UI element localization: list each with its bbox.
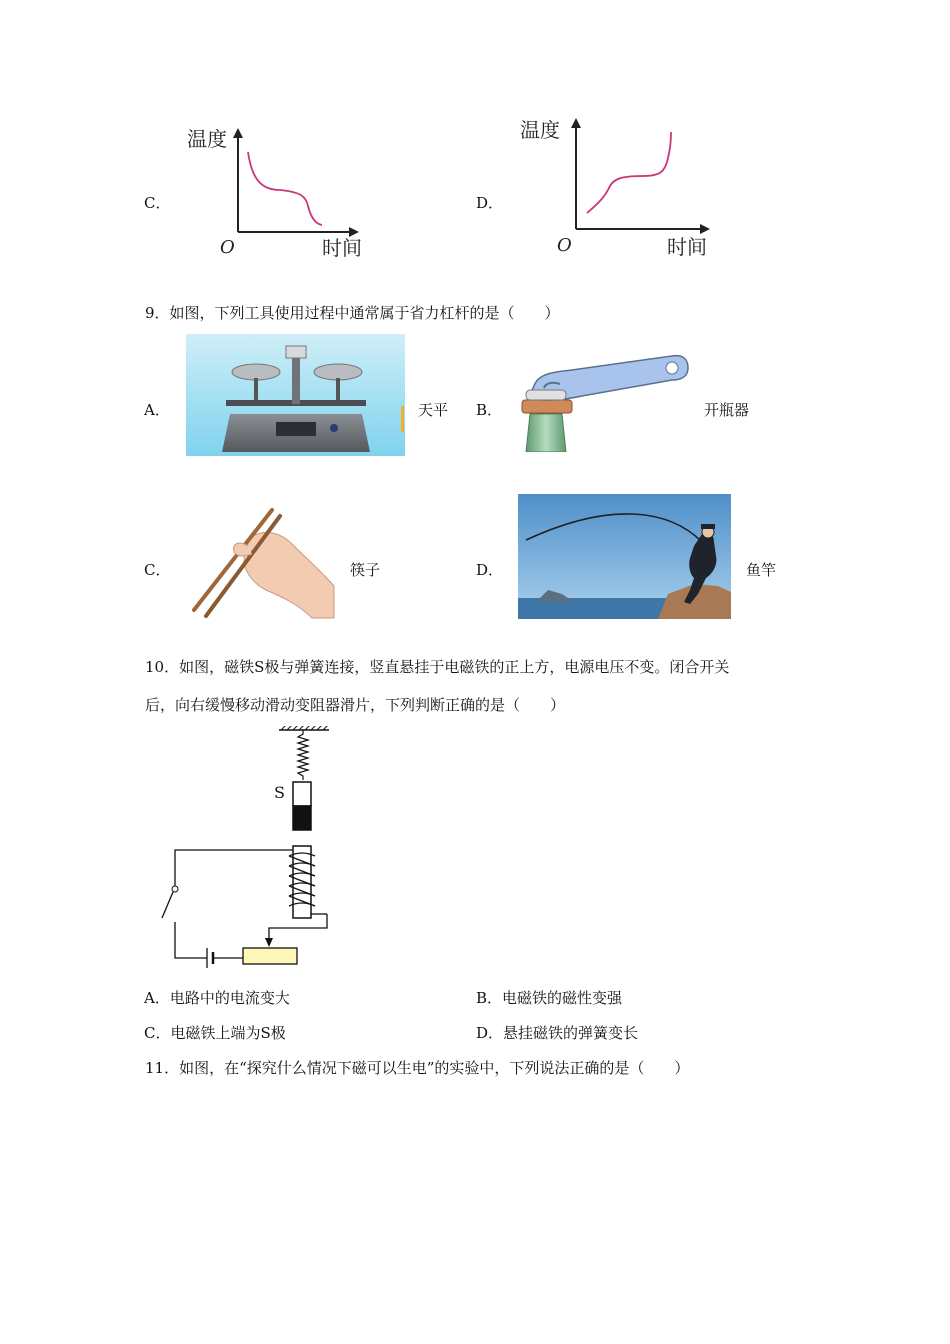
balance-label-plate xyxy=(276,422,316,436)
electromagnet-circuit-diagram xyxy=(155,726,340,971)
q9-option-d-label: D． xyxy=(476,561,504,579)
q8-option-d-label: D． xyxy=(476,194,504,212)
q10-option-a-text: 电路中的电流变大 xyxy=(169,989,290,1007)
magnet-pole-label: S xyxy=(274,783,285,802)
q8-option-d-graph xyxy=(515,110,715,265)
bottle-opener-image xyxy=(512,350,692,452)
q10-option-c-text: 电磁铁上端为S极 xyxy=(170,1024,286,1042)
q9-stem: 9．如图，下列工具使用过程中通常属于省力杠杆的是（ ） xyxy=(145,304,560,322)
q9-option-b-label: B． xyxy=(476,401,503,419)
wire-left xyxy=(175,922,207,958)
graph-x-label: 时间 xyxy=(322,236,362,260)
q10-option-b-text: 电磁铁的磁性变强 xyxy=(502,989,623,1007)
electromagnet-core xyxy=(293,846,311,918)
q10-option-c-label: C． xyxy=(144,1024,171,1042)
q10-option-a-label: A． xyxy=(144,989,170,1007)
right-pan xyxy=(314,364,362,380)
q8-option-c-graph xyxy=(180,120,370,265)
opener-grip xyxy=(526,390,566,400)
q10-stem-line1: 10．如图，磁铁S极与弹簧连接，竖直悬挂于电磁铁的正上方，电源电压不变。闭合开关 xyxy=(145,658,730,676)
graph-y-label: 温度 xyxy=(187,127,227,151)
q9-option-c-label: C． xyxy=(144,561,171,579)
magnet-lower xyxy=(293,806,311,830)
x-axis-arrow xyxy=(700,224,710,234)
q10-option-a xyxy=(144,988,290,1008)
temperature-curve xyxy=(587,132,671,213)
right-pan-stand xyxy=(336,378,340,400)
balance-top xyxy=(286,346,306,358)
switch-pivot xyxy=(172,886,178,892)
chopsticks-image xyxy=(188,506,338,620)
orange-mark xyxy=(401,406,404,432)
q10-option-d-label: D． xyxy=(476,1024,504,1042)
q9-option-d-caption: 鱼竿 xyxy=(746,561,777,579)
q10-option-c xyxy=(144,1023,286,1043)
bottle-neck xyxy=(526,414,566,452)
switch-lever xyxy=(162,892,173,918)
q10-option-d xyxy=(476,1023,638,1043)
wire-top xyxy=(175,850,295,886)
graph-origin: O xyxy=(220,237,235,258)
balance-scale-image xyxy=(186,334,405,456)
opener-hole xyxy=(666,362,678,374)
q11-stem: 11．如图，在“探究什么情况下磁可以生电”的实验中，下列说法正确的是（ ） xyxy=(145,1059,690,1077)
spring xyxy=(298,730,308,780)
q9-option-c-caption: 筷子 xyxy=(350,561,381,579)
q9-option-b-caption: 开瓶器 xyxy=(704,401,750,419)
graph-origin: O xyxy=(557,235,572,256)
slider-arrow xyxy=(265,938,273,947)
magnet-upper xyxy=(293,782,311,806)
q9-option-a-caption: 天平 xyxy=(418,401,449,419)
q10-option-b-label: B． xyxy=(476,989,503,1007)
y-axis-arrow xyxy=(233,128,243,138)
graph-x-label: 时间 xyxy=(667,235,707,259)
q8-option-c-label: C． xyxy=(144,194,171,212)
q10-option-d-text: 悬挂磁铁的弹簧变长 xyxy=(503,1024,639,1042)
temperature-curve xyxy=(248,152,322,225)
fishing-rod-image xyxy=(518,494,731,619)
balance-knob xyxy=(330,424,338,432)
left-pan xyxy=(232,364,280,380)
fisherman-cap xyxy=(701,524,715,529)
y-axis-arrow xyxy=(571,118,581,128)
bottle-cap xyxy=(522,400,572,413)
q10-stem-line2: 后，向右缓慢移动滑动变阻器滑片，下列判断正确的是（ ） xyxy=(145,696,566,714)
graph-y-label: 温度 xyxy=(520,118,560,142)
left-pan-stand xyxy=(254,378,258,400)
q10-option-b xyxy=(476,988,622,1008)
q9-option-a-label: A． xyxy=(144,401,170,419)
rheostat xyxy=(243,948,297,964)
balance-pillar xyxy=(292,356,300,404)
